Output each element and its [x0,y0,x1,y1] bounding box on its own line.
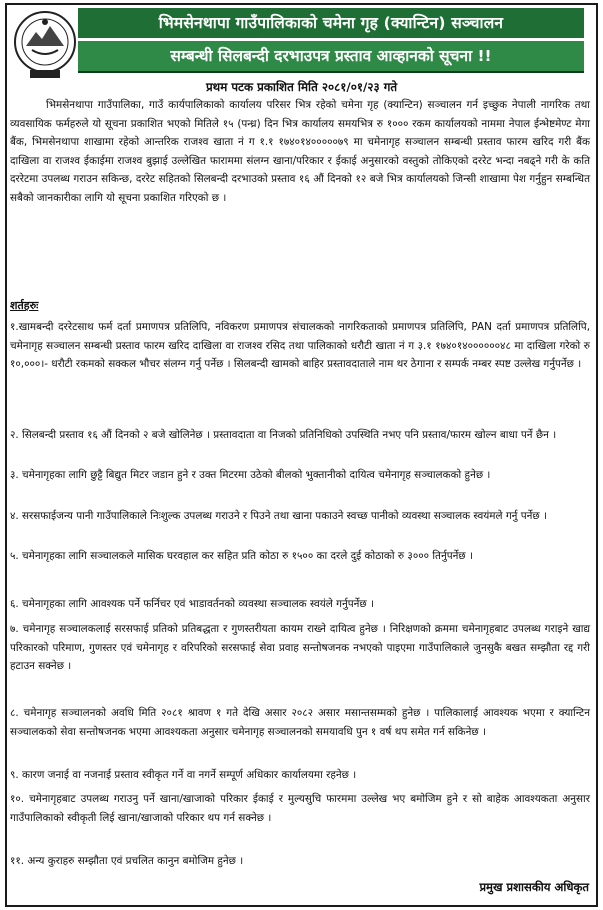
term-clause-3: ३. चमेनागृहका लागि छुट्टै बिद्युत मिटर जडान हुने र उक्त मिटरमा उठेको बीलको भुक्तानीको दायित्व चमेनागृह सञ्चालकको हुनेछ । [10,469,491,481]
term-clause-2: २. सिलबन्दी प्रस्ताव १६ औं दिनको २ बजे खोलिनेछ । प्रस्तावदाता वा निजको प्रतिनिधिको उपस्थिति नभए पनि प्रस्ताव/फारम खोल्न बाधा पर्ने छैन । [10,429,557,441]
term-clause-10: १०. चमेनागृहबाट उपलब्ध गराउनु पर्ने खाना/खाजाको परिकार ईकाई र मुल्यसुचि फारममा उल्लेख भए बमोजिम हुने र सो बाहेक आवश्यकता अनुसार गाउँपालिकाको स्वीकृती लिई खाना/खाजाको परिकार थप गर्न सक्नेछ । [10,793,590,824]
notice-title-line-1: भिमसेनथापा गाउँपालिकाको चमेना गृह (क्यान्टिन) सञ्चालन [78,8,584,38]
term-clause-4: ४. सरसफाईजन्य पानी गाउँपालिकाले निःशुल्क उपलब्ध गराउने र पिउने तथा खाना पकाउने स्वच्छ पानीको व्यवस्था सञ्चालक स्वयंमले गर्नु पर्नेछ । [10,510,547,522]
notice-title-line-2: सम्बन्धी सिलबन्दी दरभाउपत्र प्रस्ताव आव्हानको सूचना !! [78,41,584,73]
signature-designation: प्रमुख प्रशासकीय अधिकृत [479,880,589,894]
publication-date: प्रथम पटक प्रकाशित मिति २०८१/०१/२३ गते [205,80,398,94]
term-clause-9: ९. कारण जनाई वा नजनाई प्रस्ताव स्वीकृत गर्ने वा नगर्ने सम्पूर्ण अधिकार कार्यालयमा रहनेछ । [10,769,357,781]
term-clause-1: १.खामबन्दी दररेटसाथ फर्म दर्ता प्रमाणपत्र प्रतिलिपि, नविकरण प्रमाणपत्र संचालकको नागरिकताको प्रमाणपत्र प्रतिलिपि, PAN दर्ता प्रमाणपत्र प्रतिलिपि, चमेनागृह सञ्चालन सम्बन्धी प्रस्ताव फारम खरिद दाखिला वा राजश्व रसिद तथा पालिकाको धरौटी खाता नं ग ३.१ १७४०१४००००००४८ मा दाखिला गरेको रु १०,०००।- धरौटी रकमको सक्कल भौचर संलग्न गर्नु पर्नेछ । सिलबन्दी खामको बाहिर प्रस्तावदाताले नाम थर ठेगाना र सम्पर्क नम्बर स्पष्ट उल्लेख गर्नुपर्नेछ । [10,321,590,371]
term-clause-7: ७. चमेनागृह सञ्चालकलाई सरसफाई प्रतिको प्रतिबद्धता र गुणस्तरीयता कायम राख्ने दायित्व हुनेछ । निरिक्षणको क्रममा चमेनागृहबाट उपलब्ध गराइने खाद्य परिकारको परिमाण, गुणस्तर एवं चमेनागृह र वरिपरिको सरसफाई सेवा प्रवाह सन्तोषजनक नभएको पाइएमा गाउँपालिकाले जुनसुकै बखत सम्झौता रद्द गरी हटाउन सक्नेछ । [10,623,590,673]
term-clause-5: ५. चमेनागृहका लागि सञ्चालकले मासिक घरवहाल कर सहित प्रति कोठा रु १५०० का दरले दुई कोठाको रु ३००० तिर्नुपर्नेछ । [10,550,473,562]
terms-heading: शर्तहरुः [10,299,39,312]
municipality-logo [12,8,78,80]
term-clause-11: ११. अन्य कुराहरु सम्झौता एवं प्रचलित कानुन बमोजिम हुनेछ । [10,855,244,867]
intro-paragraph: भिमसेनथापा गाउँपालिका, गाउँ कार्यपालिकाको कार्यालय परिसर भित्र रहेको चमेना गृह (क्यान्टिन) सञ्चालन गर्न इच्छुक नेपाली नागरिक तथा व्यवसायिक फर्महरुले यो सूचना प्रकाशित भएको मितिले १५ (पन्ध्र) दिन भित्र कार्यालय समयभित्र रु १००० रकम कार्यालयको नाममा नेपाल ईन्भेष्टमेण्ट मेगा बैंक, भिमसेनथापा शाखामा रहेको आन्तरिक राजश्व खाता नं ग १.१ १७४०१४०००००७९ मा चमेनागृह सञ्चालन सम्बन्धी प्रस्ताव फारम खरिद गरी बैंक दाखिला वा राजश्व ईकाईमा राजश्व बुझाई उल्लेखित फाराममा संलग्न खाना/परिकार र ईकाई अनुसारको वस्तुको तोकिएको दररेट भन्दा नबढ्ने गरी के कति दररेटमा उपलब्ध गराउन सकिन्छ, दररेट सहितको सिलबन्दी दरभाउको प्रस्ताव १६ औं दिनको १२ बजे भित्र कार्यालयको जिन्सी शाखामा पेश गर्नुहुन सम्बन्धित सबैको जानकारीका लागि यो सूचना प्रकाशित गरिएको छ । [10,99,590,204]
term-clause-6: ६. चमेनागृहका लागि आवश्यक पर्ने फर्निचर एवं भाडावर्तनको व्यवस्था सञ्चालक स्वयंले गर्नुपर्नेछ । [10,598,374,610]
term-clause-8: ८. चमेनागृह सञ्चालनको अवधि मिति २०८१ श्रावण १ गते देखि असार २०८२ असार मसान्तसम्मको हुनेछ । पालिकालाई आवश्यक भएमा र क्यान्टिन सञ्चालकको सेवा सन्तोषजनक भएमा आवश्यकता अनुसार चमेनागृह सञ्चालनको समयावधि पुन १ वर्ष थप समेत गर्न सकिनेछ । [10,707,590,738]
